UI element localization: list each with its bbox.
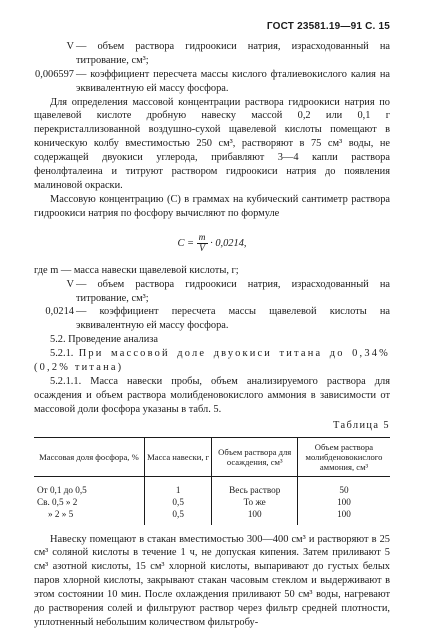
definition-v-bottom bbox=[34, 278, 390, 306]
formula bbox=[34, 233, 390, 254]
formula-fraction bbox=[197, 233, 208, 254]
definition-term: 0,0214 bbox=[45, 306, 74, 318]
subsection-title: При массовой доле двуокиси титана до 0,34% (0,2% титана) bbox=[34, 348, 390, 374]
section-heading: 5.2. Проведение анализа bbox=[50, 334, 158, 346]
page-header: ГОСТ 23581.19—91 С. 15 bbox=[266, 21, 390, 32]
definition-coef-bottom bbox=[34, 305, 390, 333]
table-cell: Св. 0,5 » 2 bbox=[37, 496, 78, 507]
table-cell: 50 bbox=[297, 476, 390, 496]
definition-term: 0,006597 bbox=[35, 68, 74, 80]
subsection-number: 5.2.1. bbox=[50, 348, 74, 360]
table-row bbox=[34, 496, 390, 508]
table-header-cell: Объем раствора для осаждения, см³ bbox=[212, 437, 297, 476]
table-cell: 100 bbox=[212, 508, 297, 525]
table-header-cell: Масса навески, г bbox=[144, 437, 212, 476]
paragraph-concentration: Массовую концентрацию (C) в граммах на кубический сантиметр раствора гидроокиси натрия по фосфору вычисляют по формуле bbox=[34, 193, 390, 219]
table-cell: 0,5 bbox=[144, 496, 212, 508]
table-cell: 100 bbox=[297, 496, 390, 508]
formula-denominator: V bbox=[199, 243, 205, 254]
where-line: где m — масса навески щавелевой кислоты, г; bbox=[34, 264, 239, 276]
table-cell: То же bbox=[212, 496, 297, 508]
table-row bbox=[34, 508, 390, 525]
definition-body: — коэффициент пересчета массы кислого фталиевокислого калия на эквивалентную ей массу фосфора. bbox=[76, 68, 390, 94]
paragraph-oxalic-procedure: Для определения массовой концентрации раствора гидроокиси натрия по щавелевой кислоте дробную навеску массой 0,2 или 0,1 г перекристаллизованной воздушно-сухой щавелевой кислоты помещают в коническую колбу вместимостью 250 см³, растворяют в 75 см³ воды, не содержащей двуокиси углерода, прибавляют 3—4 капли раствора фенолфталеина и титруют раствором гидроокиси натрия до появления малиновой окраски. bbox=[34, 96, 390, 191]
table-header-row bbox=[34, 437, 390, 476]
table-cell: От 0,1 до 0,5 bbox=[37, 484, 87, 495]
table-5 bbox=[34, 437, 390, 525]
definition-term: V bbox=[66, 40, 74, 52]
paragraph-table-reference: 5.2.1.1. Масса навески пробы, объем анализируемого раствора для осаждения и объем раствора молибденовокислого аммония в зависимости от массовой доли фосфора указаны в табл. 5. bbox=[34, 375, 390, 415]
subsection-heading bbox=[34, 347, 390, 375]
table-cell: Весь раствор bbox=[212, 476, 297, 496]
table-cell: » 2 » 5 bbox=[48, 508, 74, 519]
table-header-cell: Массовая доля фосфора, % bbox=[34, 437, 144, 476]
definition-body: — объем раствора гидроокиси натрия, израсходованный на титрование, см³; bbox=[76, 278, 390, 304]
formula-rhs: · 0,0214, bbox=[210, 237, 247, 249]
formula-numerator: m bbox=[198, 232, 206, 243]
table-header-cell: Объем раствора молибденовокислого аммония, см³ bbox=[297, 437, 390, 476]
definition-term: V bbox=[66, 278, 74, 290]
document-page bbox=[34, 20, 390, 630]
table-cell: 1 bbox=[144, 476, 212, 496]
table-cell: 0,5 bbox=[144, 508, 212, 525]
definition-body: — объем раствора гидроокиси натрия, израсходованный на титрование, см³; bbox=[76, 40, 390, 66]
definition-coef-top bbox=[34, 68, 390, 96]
formula-lhs: C = bbox=[177, 237, 195, 249]
table-cell: 100 bbox=[297, 508, 390, 525]
paragraph-dissolution: Навеску помещают в стакан вместимостью 300—400 см³ и растворяют в 25 см³ соляной кислоты в течение 1 ч, не допуская кипения. Затем приливают 5 см³ азотной кислоты, 15 см³ хлорной кислоты, выпаривают до густых белых паров хлорной кислоты, закрывают стакан часовым стеклом и выдерживают в этом состоянии 10 мин. После охлаждения приливают 50 см³ воды, нагревают до растворения солей и фильтруют раствор через фильтр средней плотности, уплотненный небольшим количеством фильтробу- bbox=[34, 533, 390, 628]
definition-v-top bbox=[34, 40, 390, 68]
definition-body: — коэффициент пересчета массы щавелевой кислоты на эквивалентную ей массу фосфора. bbox=[76, 306, 390, 332]
table-row bbox=[34, 476, 390, 496]
table-caption: Таблица 5 bbox=[332, 419, 390, 431]
